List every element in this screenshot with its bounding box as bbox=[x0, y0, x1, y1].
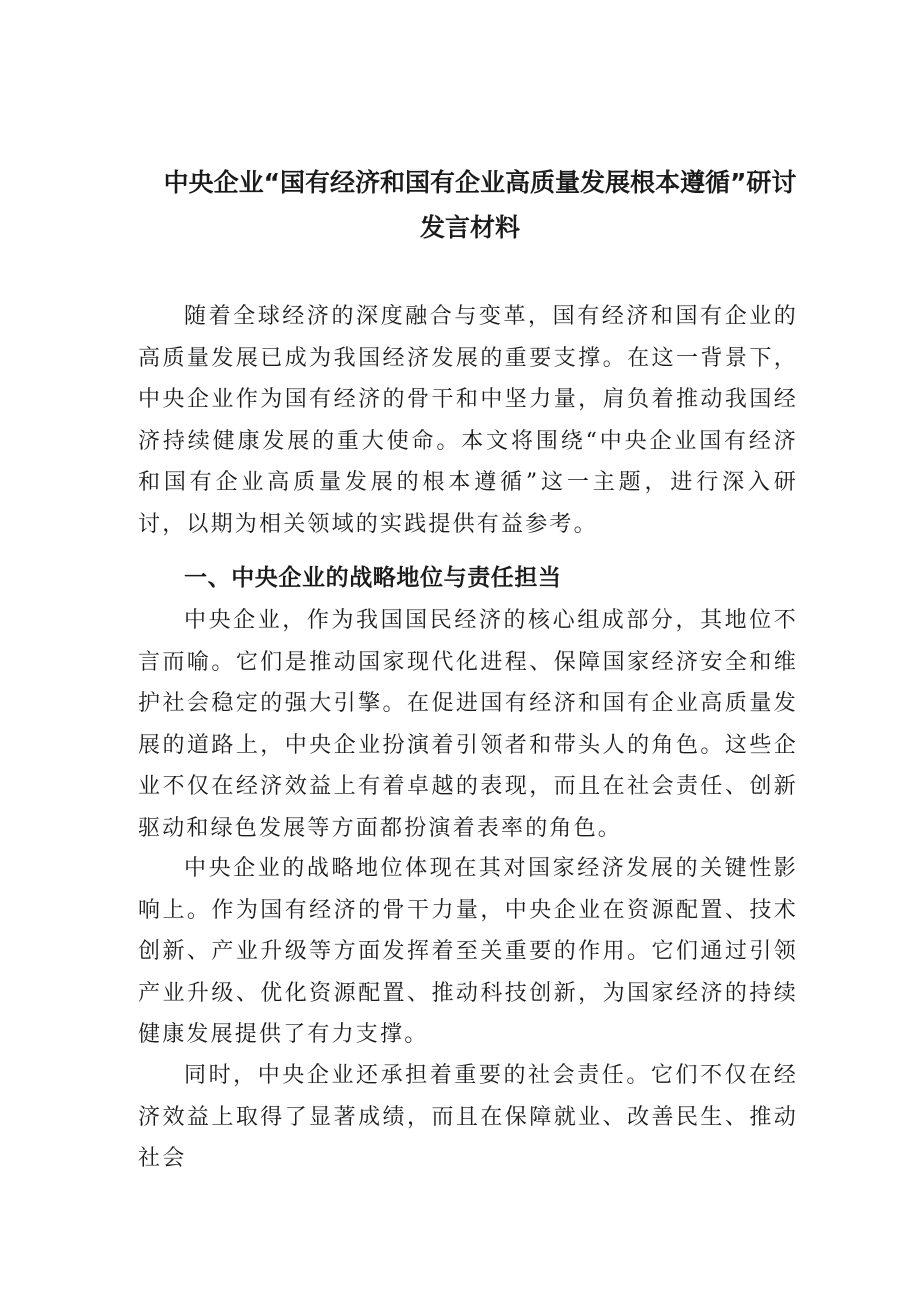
body-paragraph-1: 中央企业，作为我国国民经济的核心组成部分，其地位不言而喻。它们是推动国家现代化进程、保障国家经济安全和维护社会稳定的强大引擎。在促进国有经济和国有企业高质量发展的道路上，中央企业扮演着引领者和带头人的角色。这些企业不仅在经济效益上有着卓越的表现，而且在社会责任、创新驱动和绿色发展等方面都扮演着表率的角色。 bbox=[138, 608, 798, 841]
intro-paragraph: 随着全球经济的深度融合与变革，国有经济和国有企业的高质量发展已成为我国经济发展的重要支撑。在这一背景下，中央企业作为国有经济的骨干和中坚力量，肩负着推动我国经济持续健康发展的重大使命。本文将围绕“中央企业国有经济和国有企业高质量发展的根本遵循”这一主题，进行深入研讨，以期为相关领域的实践提供有益参考。 bbox=[138, 304, 798, 537]
document-title-line-2: 发言材料 bbox=[419, 213, 520, 242]
body-paragraph-3: 同时，中央企业还承担着重要的社会责任。它们不仅在经济效益上取得了显著成绩，而且在保障就业、改善民生、推动社会 bbox=[138, 1063, 798, 1171]
document-title-line-1: 中央企业“国有经济和国有企业高质量发展根本遵循”研讨 bbox=[163, 168, 797, 197]
body-paragraph-2: 中央企业的战略地位体现在其对国家经济发展的关键性影响上。作为国有经济的骨干力量，中央企业在资源配置、技术创新、产业升级等方面发挥着至关重要的作用。它们通过引领产业升级、优化资源配置、推动科技创新，为国家经济的持续健康发展提供了有力支撑。 bbox=[138, 856, 798, 1047]
section-heading: 一、中央企业的战略地位与责任担当 bbox=[184, 565, 562, 591]
